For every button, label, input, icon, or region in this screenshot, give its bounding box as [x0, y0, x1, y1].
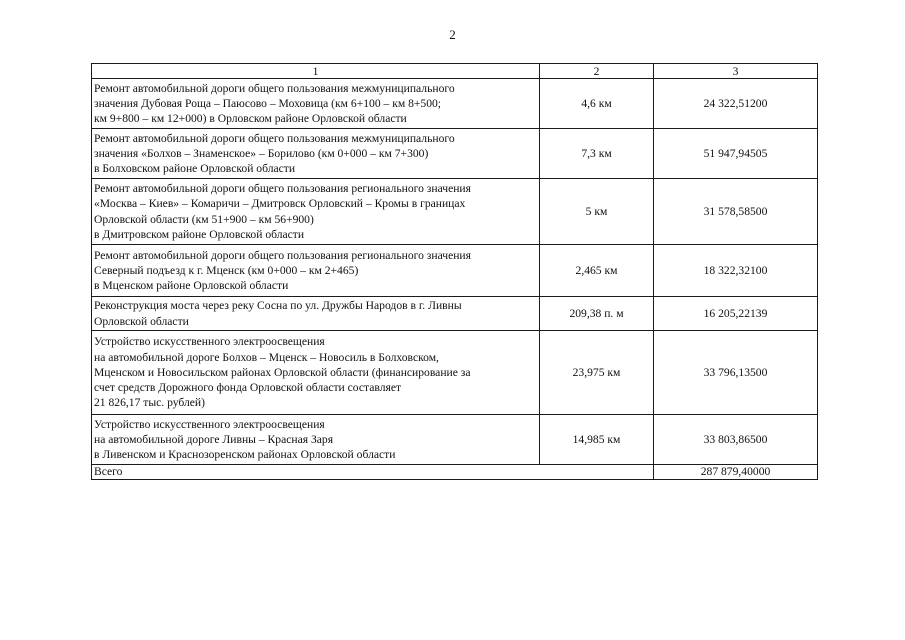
- work-amount: 33 796,13500: [654, 331, 818, 415]
- work-description: [92, 129, 540, 179]
- description-line: на автомобильной дороге Болхов – Мценск – Новосиль в Болховском,: [94, 350, 439, 364]
- work-description: [92, 331, 540, 415]
- description-line: в Ливенском и Краснозоренском районах Орловской области: [94, 448, 396, 462]
- work-description: [92, 297, 540, 331]
- description-line: Реконструкция моста через реку Сосна по ул. Дружбы Народов в г. Ливны: [94, 299, 462, 313]
- description-line: значения «Болхов – Знаменское» – Борилово (км 0+000 – км 7+300): [94, 146, 429, 160]
- work-amount: 18 322,32100: [654, 245, 818, 297]
- table-row: [92, 245, 818, 297]
- description-line: Ремонт автомобильной дороги общего пользования регионального значения: [94, 248, 471, 262]
- description-line: счет средств Дорожного фонда Орловской области составляет: [94, 381, 402, 395]
- description-line: км 9+800 – км 12+000) в Орловском районе Орловской области: [94, 112, 407, 126]
- work-description: [92, 79, 540, 129]
- table-body: [92, 79, 818, 465]
- work-quantity: 209,38 п. м: [540, 297, 654, 331]
- description-line: Ремонт автомобильной дороги общего пользования межмуниципального: [94, 81, 455, 95]
- description-line: значения Дубовая Роща – Паюсово – Моховица (км 6+100 – км 8+500;: [94, 96, 442, 110]
- table-row: [92, 297, 818, 331]
- work-description: [92, 415, 540, 465]
- description-line: Ремонт автомобильной дороги общего пользования регионального значения: [94, 181, 471, 195]
- table-row: [92, 79, 818, 129]
- table-row: [92, 415, 818, 465]
- work-quantity: 7,3 км: [540, 129, 654, 179]
- description-line: в Мценском районе Орловской области: [94, 279, 289, 293]
- header-col-2: 2: [540, 64, 654, 79]
- page-number: 2: [449, 27, 456, 42]
- description-line: Ремонт автомобильной дороги общего пользования межмуниципального: [94, 131, 455, 145]
- description-line: Мценском и Новосильском районах Орловской области (финансирование за: [94, 365, 471, 379]
- work-description: [92, 179, 540, 245]
- total-amount: 287 879,40000: [654, 465, 818, 480]
- description-line: Орловской области: [94, 314, 189, 328]
- work-quantity: 23,975 км: [540, 331, 654, 415]
- work-amount: 33 803,86500: [654, 415, 818, 465]
- work-quantity: 14,985 км: [540, 415, 654, 465]
- table-row: [92, 179, 818, 245]
- work-quantity: 2,465 км: [540, 245, 654, 297]
- total-label: Всего: [92, 465, 654, 480]
- header-col-3: 3: [654, 64, 818, 79]
- work-quantity: 5 км: [540, 179, 654, 245]
- description-line: в Дмитровском районе Орловской области: [94, 227, 305, 241]
- description-line: Устройство искусственного электроосвещения: [94, 335, 325, 349]
- table-row: [92, 129, 818, 179]
- budget-table: [91, 63, 818, 480]
- work-amount: 51 947,94505: [654, 129, 818, 179]
- description-line: 21 826,17 тыс. рублей): [94, 396, 205, 410]
- description-line: Северный подъезд к г. Мценск (км 0+000 – км 2+465): [94, 263, 359, 277]
- header-row: [92, 64, 818, 79]
- work-amount: 16 205,22139: [654, 297, 818, 331]
- total-row: [92, 465, 818, 480]
- description-line: Устройство искусственного электроосвещения: [94, 417, 325, 431]
- description-line: на автомобильной дороге Ливны – Красная Заря: [94, 432, 334, 446]
- table-row: [92, 331, 818, 415]
- header-col-1: 1: [92, 64, 540, 79]
- work-quantity: 4,6 км: [540, 79, 654, 129]
- description-line: в Болховском районе Орловской области: [94, 162, 296, 176]
- description-line: Орловской области (км 51+900 – км 56+900): [94, 212, 314, 226]
- work-amount: 24 322,51200: [654, 79, 818, 129]
- work-amount: 31 578,58500: [654, 179, 818, 245]
- work-description: [92, 245, 540, 297]
- description-line: «Москва – Киев» – Комаричи – Дмитровск Орловский – Кромы в границах: [94, 197, 466, 211]
